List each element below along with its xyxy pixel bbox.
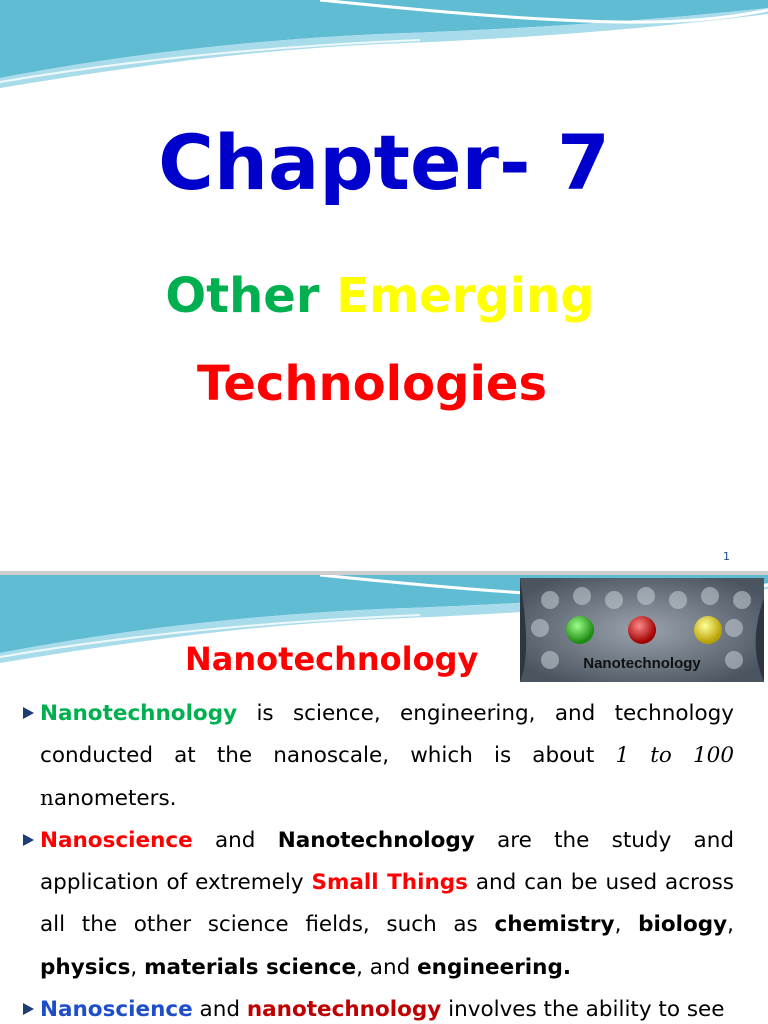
bullet-text-segment: Nanoscience bbox=[40, 827, 193, 853]
bullet-text-segment: and can be used across all the other science fields, such as bbox=[40, 870, 734, 938]
bullet-text-segment: Nanoscience bbox=[40, 997, 193, 1023]
subtitle-line-1 bbox=[0, 268, 760, 324]
subtitle-word-other: Other bbox=[165, 268, 320, 324]
nanotechnology-logo-image bbox=[520, 578, 764, 682]
bullet-text-segment: engineering. bbox=[417, 954, 572, 980]
bullet-text-segment: , bbox=[614, 912, 639, 938]
bullet-item bbox=[18, 989, 734, 1024]
bullet-arrow-icon bbox=[23, 1003, 34, 1015]
subtitle-line-2: Technologies bbox=[196, 356, 548, 412]
bullet-text-segment: involves the ability to see bbox=[441, 997, 725, 1023]
bullet-list bbox=[18, 693, 734, 1024]
bullet-text-segment: anometers. bbox=[53, 785, 177, 811]
bullet-text-segment: and bbox=[192, 827, 278, 853]
bullet-text-segment: n bbox=[40, 785, 54, 811]
section-title: Nanotechnology bbox=[185, 640, 479, 678]
bullet-item bbox=[18, 820, 734, 989]
bullet-text-segment: biology bbox=[638, 912, 728, 938]
bullet-text-segment: materials science bbox=[144, 954, 357, 980]
bullet-text-segment: chemistry bbox=[494, 912, 615, 938]
bullet-text-segment: , bbox=[130, 954, 145, 980]
bullet-item bbox=[18, 693, 734, 820]
logo-text: Nanotechnology bbox=[583, 655, 701, 672]
chapter-title: Chapter- 7 bbox=[158, 118, 610, 207]
bullet-arrow-icon bbox=[23, 707, 34, 719]
bullet-text-segment: , and bbox=[356, 954, 418, 980]
bullet-text-segment: Nanotechnology bbox=[277, 827, 475, 853]
bullet-text-segment: 1 to 100 bbox=[615, 743, 734, 769]
bullet-text-segment: , bbox=[727, 912, 735, 938]
subtitle-word-emerging: Emerging bbox=[336, 268, 595, 324]
bullet-text-segment: nanotechnology bbox=[246, 997, 442, 1023]
page-number: 1 bbox=[723, 550, 730, 563]
bullet-text-segment: and bbox=[192, 997, 247, 1023]
bullet-text-segment: Nanotechnology bbox=[40, 701, 238, 726]
bullet-text-segment: is science, engineering, and technology conducted at the nanoscale, which is about bbox=[40, 701, 734, 769]
header-wave-decoration bbox=[0, 0, 768, 95]
bullet-text-segment: are the study and application of extremely bbox=[40, 827, 735, 896]
bullet-arrow-icon bbox=[23, 834, 34, 846]
content-slide bbox=[0, 575, 768, 1024]
bullet-text-segment: physics bbox=[40, 954, 131, 980]
bullet-text-segment: Small Things bbox=[311, 870, 468, 896]
